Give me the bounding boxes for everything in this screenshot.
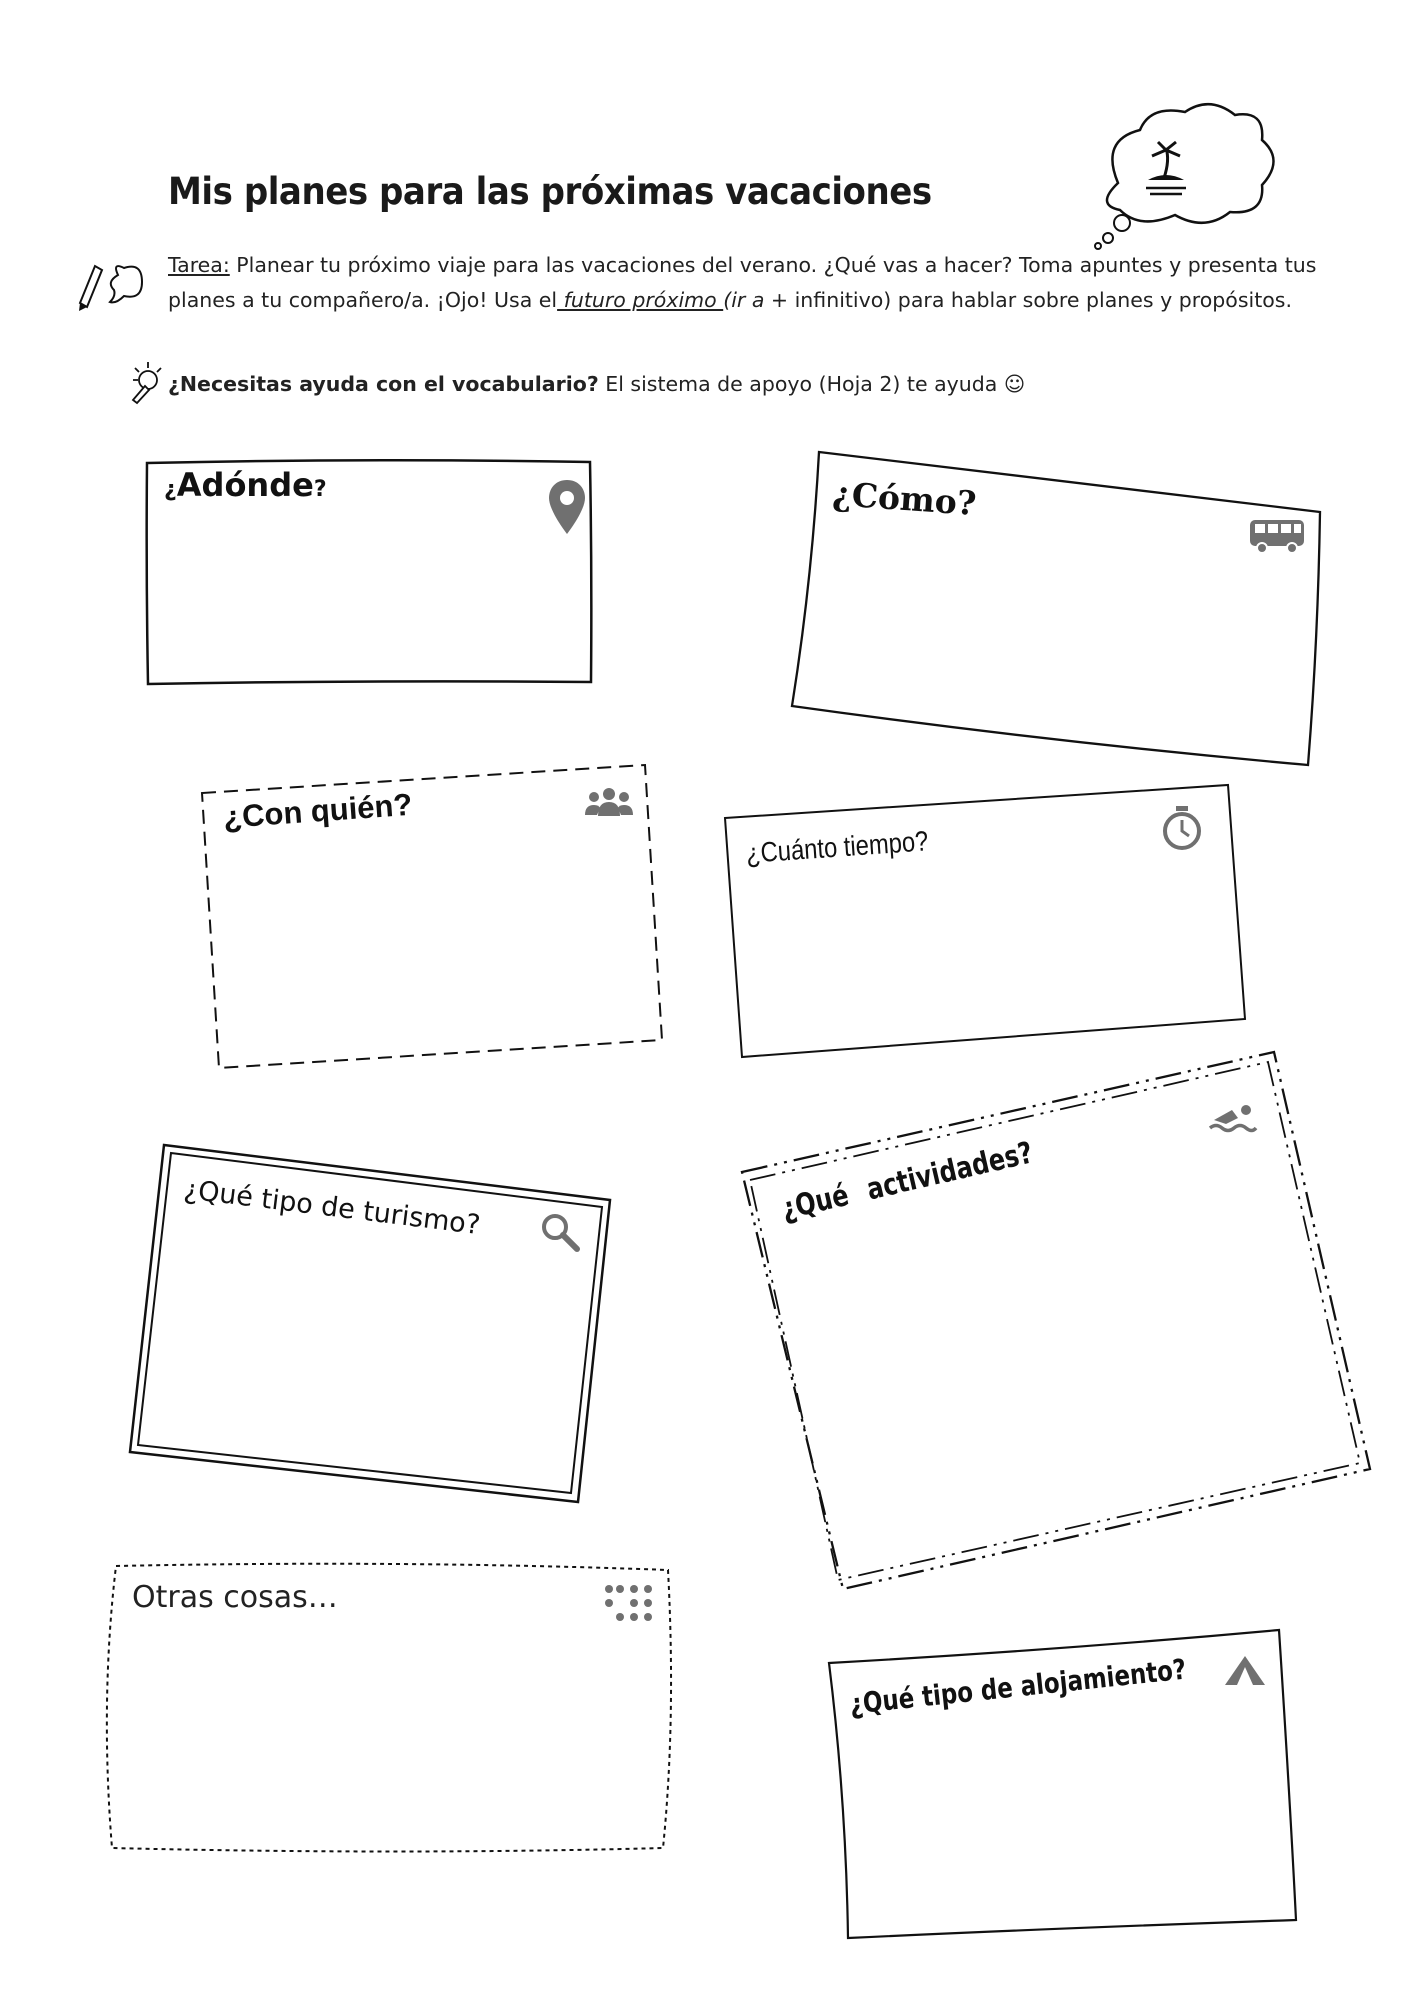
stopwatch-icon (1162, 805, 1202, 851)
page-title: Mis planes para las próximas vacaciones (168, 170, 932, 213)
task-text-2: + infinitivo) para hablar sobre planes y propósitos. (764, 288, 1292, 312)
vocabulary-help (168, 372, 1025, 396)
otras-cosas-title: Otras cosas… (132, 1580, 338, 1615)
task-ir-a: ir a (731, 288, 765, 312)
tent-icon (1222, 1653, 1268, 1687)
speech-bubble-icon (110, 266, 142, 302)
help-rest: El sistema de apoyo (Hoja 2) te ayuda ☺ (598, 372, 1026, 396)
task-instructions (168, 248, 1318, 318)
turismo-title: ¿Qué tipo de turismo? (182, 1174, 482, 1242)
location-pin-icon (546, 478, 588, 536)
swimmer-icon (1208, 1102, 1258, 1138)
dots-grid-icon (604, 1584, 654, 1622)
actividades-title: ¿Qué actividades? (778, 1135, 1036, 1228)
lightbulb-pencil-icon (133, 362, 161, 403)
alojamiento-title: ¿Qué tipo de alojamiento? (848, 1652, 1188, 1721)
como-title: ¿Cómo? (831, 474, 978, 523)
adonde-title: ¿Adónde? (164, 466, 327, 504)
bus-icon (1248, 518, 1306, 554)
task-paren: ( (723, 288, 732, 312)
task-label: Tarea: (168, 253, 230, 277)
magnifier-icon (540, 1212, 580, 1252)
pencil-icon (79, 266, 102, 311)
con-quien-title: ¿Con quién? (222, 786, 414, 835)
thought-cloud-island-icon (1095, 104, 1274, 249)
help-question: ¿Necesitas ayuda con el vocabulario? (168, 372, 599, 396)
cuanto-tiempo-title: ¿Cuánto tiempo? (745, 825, 930, 869)
task-futuro-proximo: futuro próximo (557, 288, 724, 312)
group-icon (584, 786, 634, 818)
task-text-1: Planear tu próximo viaje para las vacaciones del verano. ¿Qué vas a hacer? Toma apuntes y presenta tus planes a tu compañero/a. ¡Ojo! Usa el (168, 253, 1317, 312)
